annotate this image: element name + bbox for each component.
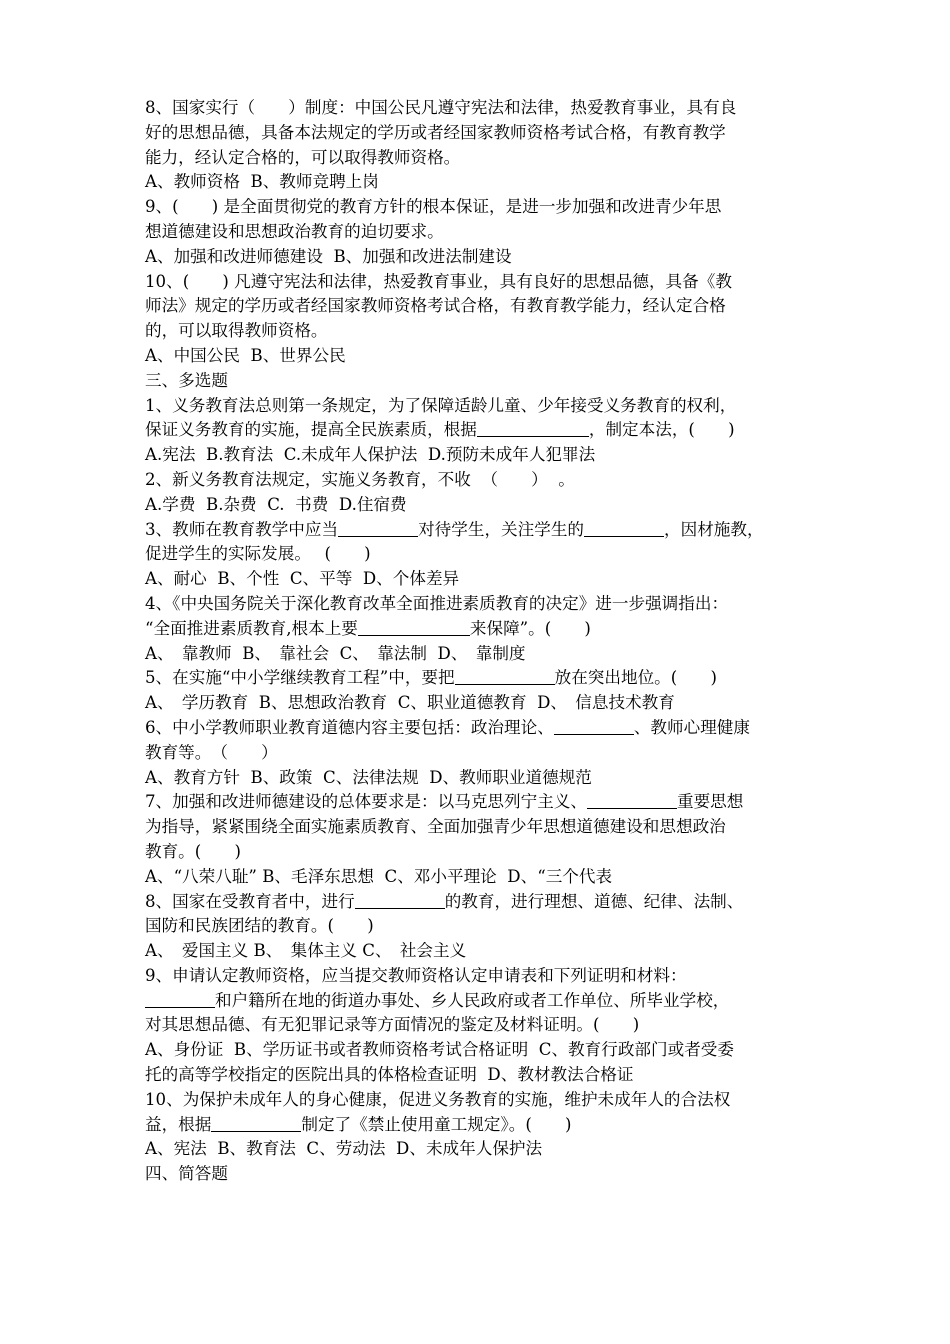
section-heading: 三、多选题 <box>145 370 228 390</box>
text-line: 10、( ) 凡遵守宪法和法律，热爱教育事业，具有良好的思想品德，具备《教 <box>145 271 732 291</box>
text-line: 1、义务教育法总则第一条规定，为了保障适龄儿童、少年接受义务教育的权利， <box>145 395 737 415</box>
fill-blank <box>587 790 677 809</box>
text-segment: ，制定本法，( ) <box>588 420 735 440</box>
document-page <box>145 96 815 1187</box>
text-line <box>145 1113 815 1138</box>
text-line <box>145 716 815 741</box>
text-line: A、“八荣八耻” B、毛泽东思想 C、邓小平理论 D、“三个代表 <box>145 866 613 886</box>
fill-blank <box>211 1113 301 1132</box>
text-line <box>145 518 815 543</box>
text-segment: ，因材施教， <box>664 519 764 539</box>
text-line: 好的思想品德，具备本法规定的学历或者经国家教师资格考试合格，有教育教学 <box>145 122 726 142</box>
text-line: A、耐心 B、个性 C、平等 D、个体差异 <box>145 569 460 589</box>
text-line: 托的高等学校指定的医院出具的体格检查证明 D、教材教法合格证 <box>145 1065 634 1085</box>
section-heading: 四、简答题 <box>145 1164 228 1184</box>
text-line: 9、( ) 是全面贯彻党的教育方针的根本保证，是进一步加强和改进青少年思 <box>145 197 722 217</box>
text-line: A、中国公民 B、世界公民 <box>145 345 346 365</box>
text-segment: 5、在实施“中小学继续教育工程”中，要把 <box>145 668 455 688</box>
text-line: 师法》规定的学历或者经国家教师资格考试合格，有教育教学能力，经认定合格 <box>145 296 726 316</box>
text-line: A、身份证 B、学历证书或者教师资格考试合格证明 C、教育行政部门或者受委 <box>145 1040 734 1060</box>
text-line: A、 学历教育 B、思想政治教育 C、职业道德教育 D、 信息技术教育 <box>145 693 675 713</box>
text-line: 能力，经认定合格的，可以取得教师资格。 <box>145 147 461 167</box>
text-line: 为指导，紧紧围绕全面实施素质教育、全面加强青少年思想道德建设和思想政治 <box>145 817 726 837</box>
text-segment: 放在突出地位。( ) <box>554 668 717 688</box>
text-segment: 3、教师在教育教学中应当 <box>145 519 339 539</box>
text-line: 10、为保护未成年人的身心健康，促进义务教育的实施，维护未成年人的合法权 <box>145 1089 731 1109</box>
text-line: 想道德建设和思想政治教育的迫切要求。 <box>145 221 444 241</box>
text-line: A、 爱国主义 B、 集体主义 C、 社会主义 <box>145 941 467 961</box>
text-segment: 来保障”。( ) <box>469 618 591 638</box>
text-line: 国防和民族团结的教育。( ) <box>145 916 374 936</box>
text-line: 9、申请认定教师资格，应当提交教师资格认定申请表和下列证明和材料： <box>145 965 687 985</box>
fill-blank <box>455 666 555 685</box>
text-line <box>145 617 815 642</box>
text-segment: 对待学生，关注学生的 <box>418 519 585 539</box>
text-segment: 制定了《禁止使用童工规定》。( ) <box>301 1114 572 1134</box>
text-line: A、加强和改进师德建设 B、加强和改进法制建设 <box>145 246 512 266</box>
text-segment: 、教师心理健康 <box>633 717 750 737</box>
text-line: 的，可以取得教师资格。 <box>145 321 328 341</box>
fill-blank <box>338 518 418 537</box>
text-line: A.宪法 B.教育法 C.未成年人保护法 D.预防未成年人犯罪法 <box>145 445 596 465</box>
text-line <box>145 989 815 1014</box>
text-line: 2、新义务教育法规定，实施义务教育，不收 （ ） 。 <box>145 469 575 489</box>
text-segment: 重要思想 <box>677 792 744 812</box>
text-line: 对其思想品德、有无犯罪记录等方面情况的鉴定及材料证明。( ) <box>145 1015 640 1035</box>
fill-blank <box>584 518 664 537</box>
fill-blank <box>477 418 589 437</box>
text-segment: 的教育，进行理想、道德、纪律、法制、 <box>444 891 744 911</box>
text-segment: “全面推进素质教育,根本上要 <box>145 618 358 638</box>
text-segment: 和户籍所在地的街道办事处、乡人民政府或者工作单位、所毕业学校， <box>215 990 730 1010</box>
text-line: A、 靠教师 B、 靠社会 C、 靠法制 D、 靠制度 <box>145 643 526 663</box>
text-segment: 保证义务教育的实施，提高全民族素质，根据 <box>145 420 477 440</box>
text-segment: 7、加强和改进师德建设的总体要求是：以马克思列宁主义、 <box>145 792 587 812</box>
text-segment: 8、国家在受教育者中，进行 <box>145 891 355 911</box>
text-line: A、教师资格 B、教师竞聘上岗 <box>145 172 379 192</box>
text-line <box>145 666 815 691</box>
text-line: 4、《中央国务院关于深化教育改革全面推进素质教育的决定》进一步强调指出： <box>145 593 729 613</box>
fill-blank <box>554 716 634 735</box>
text-line: A、宪法 B、教育法 C、劳动法 D、未成年人保护法 <box>145 1139 543 1159</box>
text-line: A、教育方针 B、政策 C、法律法规 D、教师职业道德规范 <box>145 767 592 787</box>
text-line: A.学费 B.杂费 C. 书费 D.住宿费 <box>145 494 407 514</box>
text-line <box>145 890 815 915</box>
fill-blank <box>355 890 445 909</box>
text-segment: 6、中小学教师职业教育道德内容主要包括：政治理论、 <box>145 717 554 737</box>
text-segment: 益，根据 <box>145 1114 212 1134</box>
fill-blank <box>358 617 470 636</box>
text-line <box>145 790 815 815</box>
text-line: 教育。( ) <box>145 841 241 861</box>
text-line: 8、国家实行（ ）制度：中国公民凡遵守宪法和法律，热爱教育事业，具有良 <box>145 98 737 117</box>
text-line: 教育等。 （ ） <box>145 742 278 762</box>
text-line <box>145 418 815 443</box>
fill-blank <box>145 989 215 1008</box>
text-line: 促进学生的实际发展。 ( ) <box>145 544 371 564</box>
